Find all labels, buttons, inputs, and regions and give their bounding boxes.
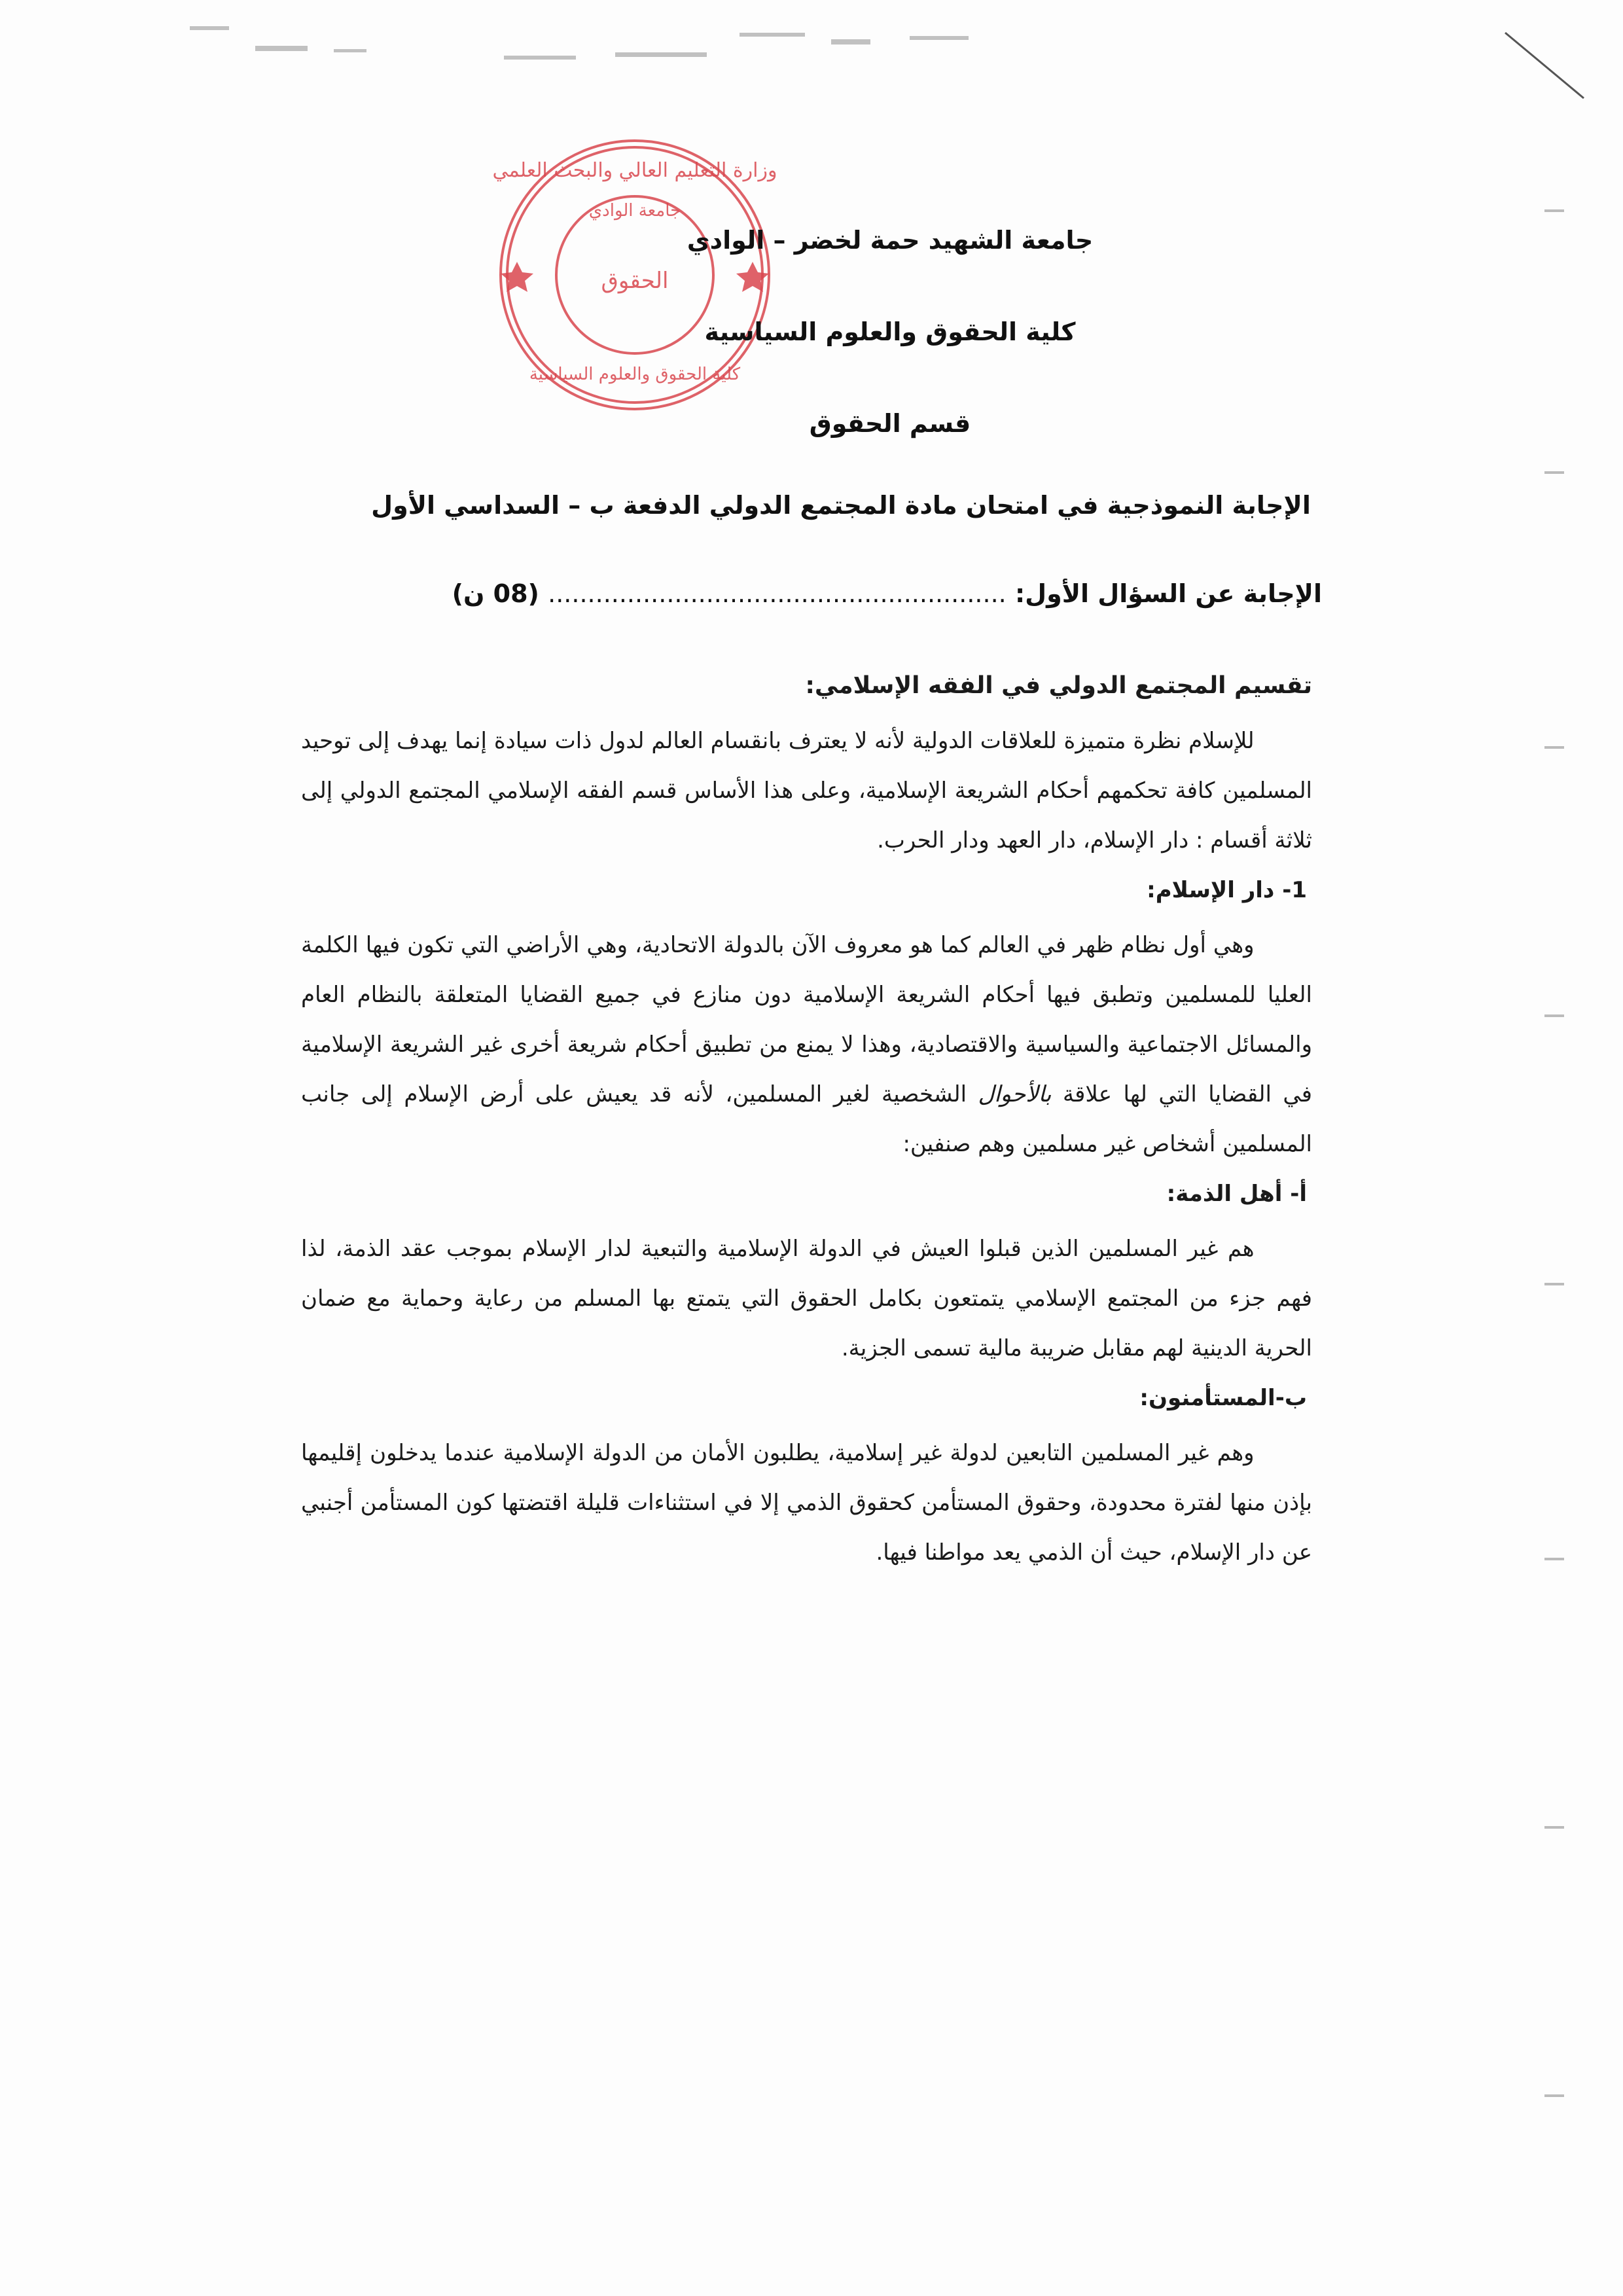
scan-noise-decoration bbox=[164, 20, 1145, 72]
question-label: الإجابة عن السؤال الأول: bbox=[1014, 579, 1322, 608]
margin-mark bbox=[1544, 1014, 1564, 1020]
margin-mark bbox=[1544, 746, 1564, 751]
exam-title: الإجابة النموذجية في امتحان مادة المجتمع الدولي الدفعة ب – السداسي الأول bbox=[371, 491, 1311, 520]
item1-paragraph bbox=[301, 920, 1312, 1169]
stamp-outer-text: وزارة التعليم العالي والبحث العلمي bbox=[492, 159, 777, 182]
margin-mark bbox=[1544, 1558, 1564, 1563]
margin-mark bbox=[1544, 1826, 1564, 1831]
question-dots: .......................................................... bbox=[548, 579, 1007, 608]
item1-title: 1- دار الإسلام: bbox=[1147, 877, 1307, 903]
sub-a-paragraph: هم غير المسلمين الذين قبلوا العيش في الدولة الإسلامية والتبعية لدار الإسلام بموجب عقد الذمة، لذا فهم جزء من المجتمع الإسلامي يتمتعون بكامل الحقوق التي يتمتع بها المسلم من رعاية وحماية مع ضمان الحرية الدينية لهم مقابل ضريبة مالية تسمى الجزية. bbox=[301, 1236, 1312, 1361]
item1-text-a: وهي أول نظام ظهر في العالم كما هو معروف الآن بالدولة الاتحادية، وهي الأراضي التي تكون فيها الكلمة العليا للمسلمين وتطبق فيها أحكام الشريعة الإسلامية دون منازع في جميع القضايا المتعلقة بالنظام العام والمسائل الاجتماعية والسياسية والاقتصادية، وهذا لا يمنع من تطبيق أحكام شريعة أخرى غير الشريعة الإسلامية في القضايا التي لها علاقة bbox=[301, 932, 1312, 1107]
margin-mark bbox=[1544, 209, 1564, 215]
department-name: قسم الحقوق bbox=[809, 409, 971, 438]
sub-b-title: ب-المستأمنون: bbox=[1139, 1385, 1307, 1411]
sub-a-title: أ- أهل الذمة: bbox=[1166, 1181, 1307, 1207]
faculty-name: كلية الحقوق والعلوم السياسية bbox=[704, 317, 1076, 346]
official-stamp bbox=[491, 131, 779, 419]
stamp-bottom-text: كلية الحقوق والعلوم السياسية bbox=[529, 365, 741, 384]
intro-paragraph: للإسلام نظرة متميزة للعلاقات الدولية لأنه لا يعترف بانقسام العالم لدول ذات سيادة إنما يهدف إلى توحيد المسلمين كافة تحكمهم أحكام الشريعة الإسلامية، وعلى هذا الأساس قسم الفقه الإسلامي المجتمع الدولي إلى ثلاثة أقسام : دار الإسلام، دار العهد ودار الحرب. bbox=[301, 728, 1312, 853]
margin-mark bbox=[1544, 471, 1564, 476]
stamp-inner-text: جامعة الوادي bbox=[588, 201, 681, 221]
answer-body bbox=[301, 661, 1312, 1577]
margin-mark bbox=[1544, 2094, 1564, 2100]
item1-text-b: الشخصية لغير المسلمين، لأنه قد يعيش على أرض الإسلام إلى جانب المسلمين أشخاص غير مسلمين وهم صنفين: bbox=[301, 1081, 1312, 1157]
stamp-center-text: الحقوق bbox=[601, 268, 669, 294]
margin-mark bbox=[1544, 1283, 1564, 1288]
sub-b-paragraph: وهم غير المسلمين التابعين لدولة غير إسلامية، يطلبون الأمان من الدولة الإسلامية عندما يدخلون إقليمها بإذن منها لفترة محدودة، وحقوق المستأمن كحقوق الذمي إلا في استثناءات قليلة اقتضتها كون المستأمن أجنبي عن دار الإسلام، حيث أن الذمي يعد مواطنا فيها. bbox=[301, 1440, 1312, 1566]
corner-scan-line bbox=[1499, 26, 1590, 118]
question-points: (08 ن) bbox=[452, 579, 539, 608]
question-line bbox=[452, 579, 1322, 608]
university-name: جامعة الشهيد حمة لخضر – الوادي bbox=[687, 226, 1094, 255]
section-title: تقسيم المجتمع الدولي في الفقه الإسلامي: bbox=[805, 672, 1312, 699]
item1-text-italic: بالأحوال bbox=[978, 1081, 1052, 1107]
